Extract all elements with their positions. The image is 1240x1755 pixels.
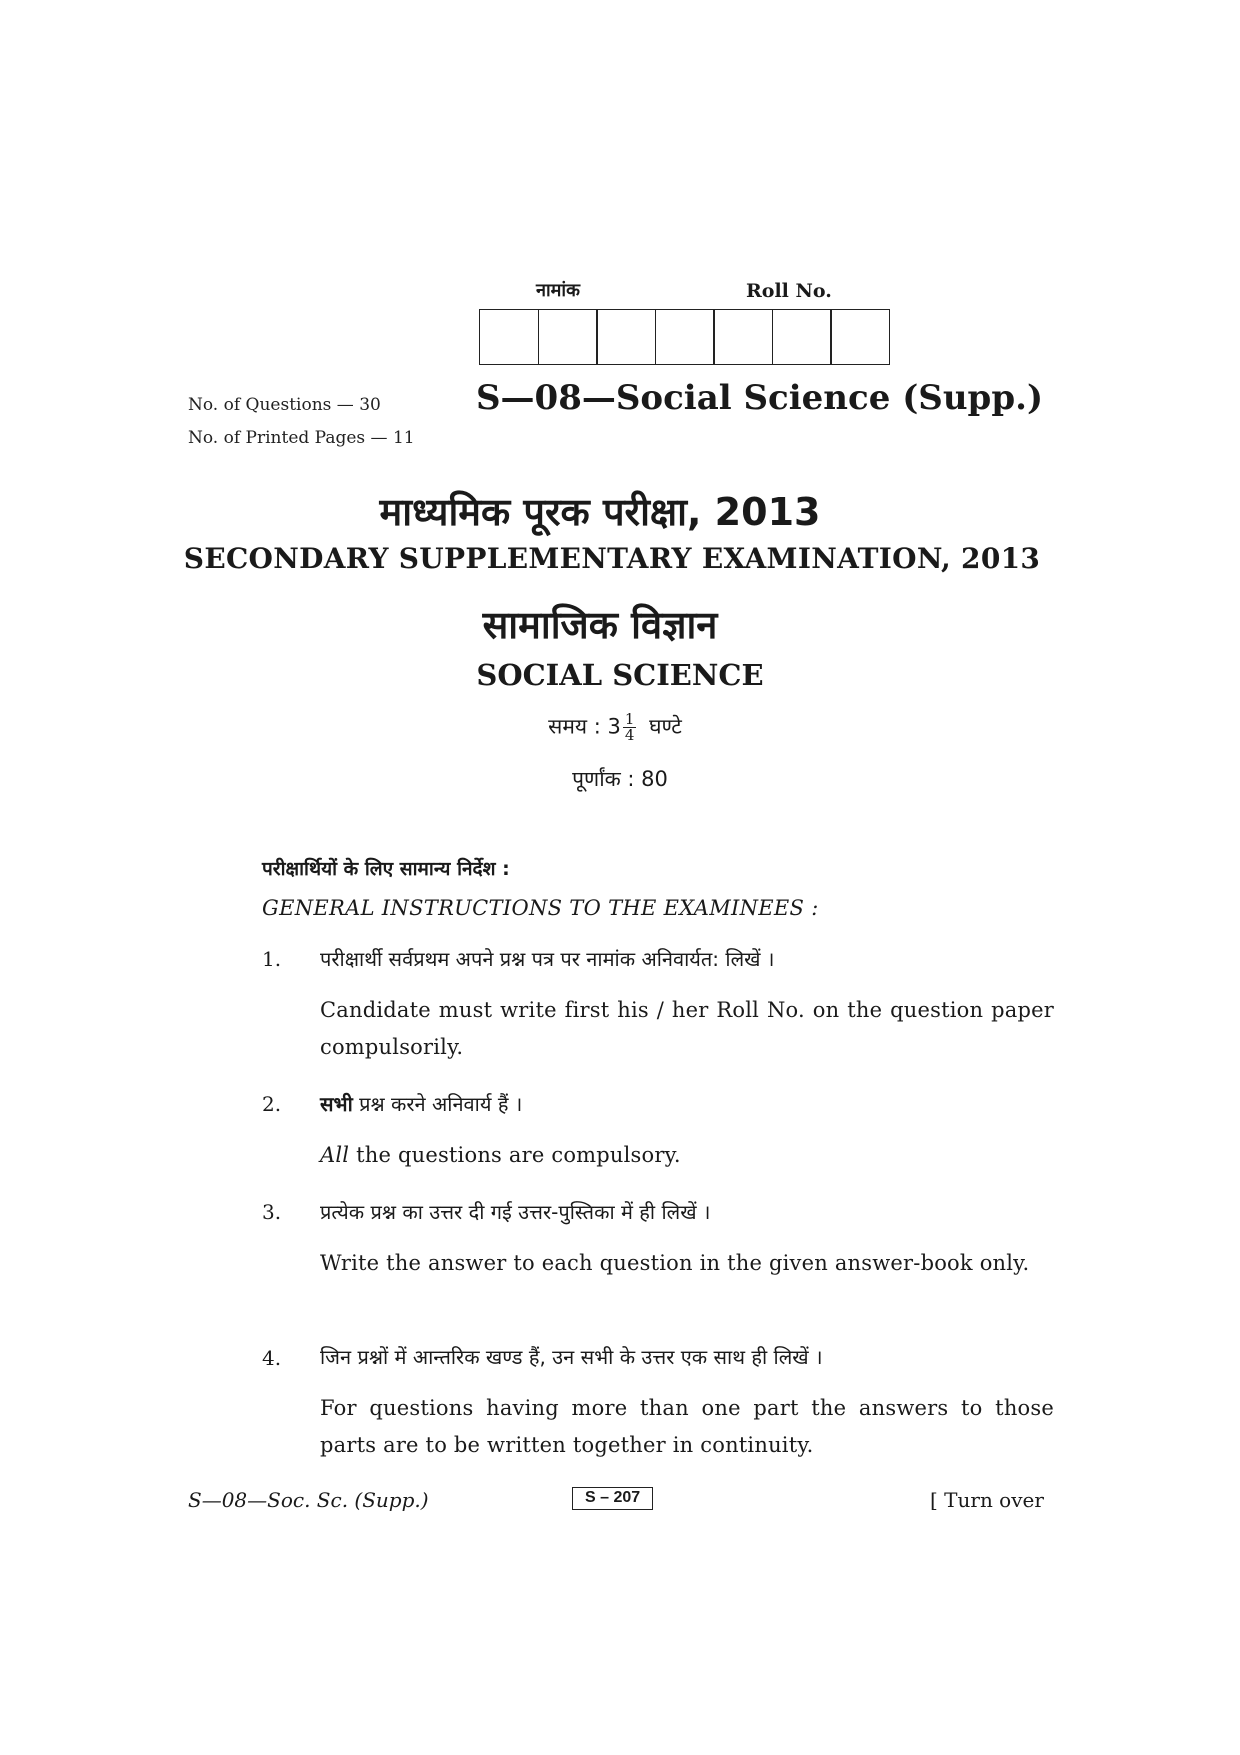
instruction-english-rest: the questions are compulsory.: [349, 1143, 681, 1167]
instruction-english: Write the answer to each question in the given answer-book only.: [320, 1251, 1030, 1275]
instructions-heading-english: GENERAL INSTRUCTIONS TO THE EXAMINEES :: [262, 896, 819, 920]
instructions-heading-hindi: परीक्षार्थियों के लिए सामान्य निर्देश :: [262, 858, 510, 880]
instruction-hindi: जिन प्रश्नों में आन्तरिक खण्ड हैं, उन सभी के उत्तर एक साथ ही लिखें ।: [320, 1345, 823, 1369]
instruction-number: 4.: [262, 1346, 282, 1370]
subject-english: SOCIAL SCIENCE: [476, 658, 764, 692]
time-allowed: [0, 712, 1235, 743]
turn-over-note: [ Turn over: [930, 1488, 1044, 1512]
roll-label-hindi: नामांक: [536, 280, 580, 301]
fraction-numerator: 1: [624, 710, 635, 728]
emphasis-word: सभी: [320, 1092, 353, 1116]
instruction-number: 1.: [262, 947, 282, 971]
instruction-english: Candidate must write first his / her Roll No. on the question paper compulsorily.: [320, 998, 1054, 1059]
emphasis-word: All: [320, 1143, 350, 1167]
roll-digit-box[interactable]: [596, 309, 656, 365]
roll-digit-box[interactable]: [713, 309, 773, 365]
instruction-hindi: प्रत्येक प्रश्न का उत्तर दी गई उत्तर-पुस्तिका में ही लिखें ।: [320, 1200, 711, 1224]
instruction-hindi: परीक्षार्थी सर्वप्रथम अपने प्रश्न पत्र पर नामांक अनिवार्यत: लिखें ।: [320, 947, 775, 971]
paper-code: S—08—Social Science (Supp.): [476, 378, 1044, 418]
roll-digit-box[interactable]: [538, 309, 598, 365]
roll-digit-box[interactable]: [655, 309, 715, 365]
footer-paper-code: S—08—Soc. Sc. (Supp.): [188, 1488, 429, 1512]
instruction-english: For questions having more than one part the answers to those parts are to be written together in continuity.: [320, 1396, 1054, 1457]
instruction-number: 2.: [262, 1092, 282, 1116]
time-label: समय : 3: [548, 714, 621, 739]
time-unit: घण्टे: [649, 714, 682, 739]
question-count: No. of Questions — 30: [188, 395, 381, 415]
instruction-hindi: [320, 1090, 522, 1117]
printed-pages-count: No. of Printed Pages — 11: [188, 428, 415, 448]
fraction-denominator: 4: [624, 726, 635, 744]
subject-hindi: सामाजिक विज्ञान: [482, 603, 718, 647]
time-fraction: [623, 712, 637, 743]
instruction-english: [320, 1137, 1054, 1174]
roll-number-boxes: [479, 309, 890, 365]
roll-digit-box[interactable]: [479, 309, 539, 365]
roll-digit-box[interactable]: [830, 309, 890, 365]
footer-booklet-code: S – 207: [572, 1487, 653, 1510]
roll-label-english: Roll No.: [746, 280, 832, 302]
maximum-marks: पूर्णांक : 80: [572, 767, 668, 791]
exam-title-hindi: माध्यमिक पूरक परीक्षा, 2013: [379, 490, 821, 534]
exam-title-english: SECONDARY SUPPLEMENTARY EXAMINATION, 2013: [183, 542, 1041, 575]
roll-digit-box[interactable]: [772, 309, 832, 365]
instruction-number: 3.: [262, 1200, 282, 1224]
instruction-hindi-rest: प्रश्न करने अनिवार्य हैं ।: [352, 1092, 523, 1116]
